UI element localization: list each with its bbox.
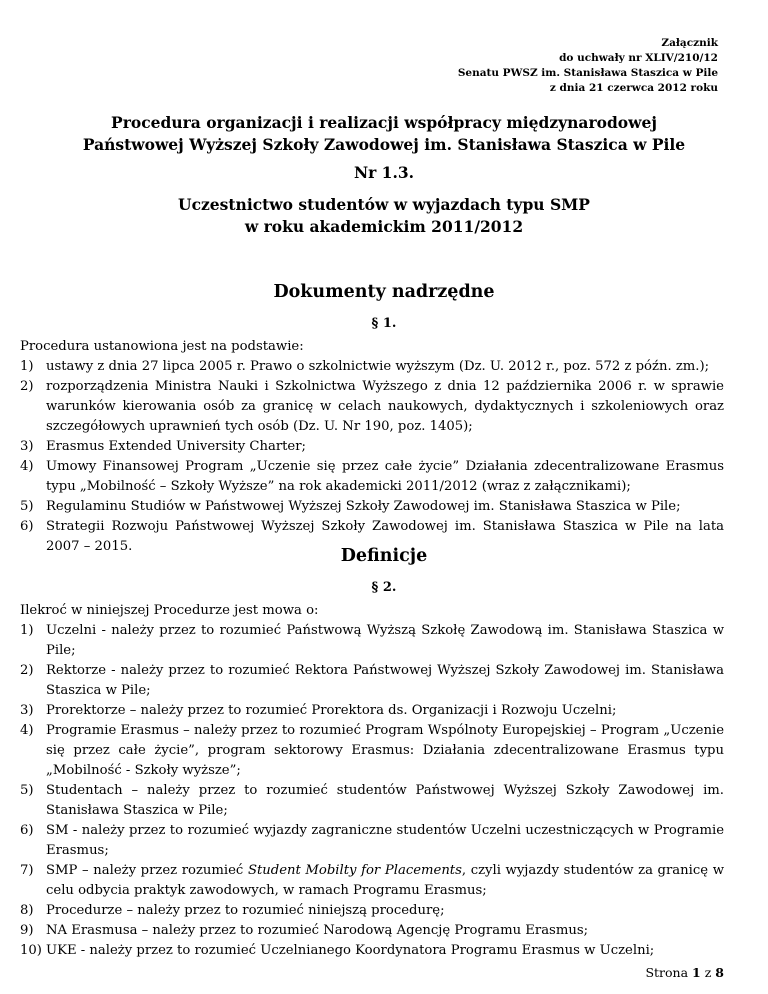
page-number: 1: [692, 965, 701, 980]
list-item: 1) ustawy z dnia 27 lipca 2005 r. Prawo o szkolnictwie wyższym (Dz. U. 2012 r., poz. 572 z późn. zm.);: [20, 359, 710, 374]
page-of: z: [704, 965, 712, 980]
title-line-1: Procedura organizacji i realizacji współpracy międzynarodowej: [111, 113, 657, 132]
page-label: Strona: [645, 965, 689, 980]
page-total: 8: [715, 965, 724, 980]
list-item: 2) Rektorze - należy przez to rozumieć Rektora Państwowej Wyższej Szkoły Zawodowej im. Stanisława Staszica w Pile;: [20, 663, 724, 698]
subtitle-line-1: Uczestnictwo studentów w wyjazdach typu SMP: [178, 195, 590, 214]
section-2-intro: Ilekroć w niniejszej Procedurze jest mowa o:: [20, 603, 319, 618]
section-heading-definitions: Definicje: [340, 546, 428, 566]
section-heading-documents: Dokumenty nadrzędne: [273, 282, 495, 302]
annex-line-2: do uchwały nr XLIV/210/12: [559, 52, 718, 64]
list-item: 3) Erasmus Extended University Charter;: [20, 439, 306, 454]
section-2-list: [20, 621, 724, 961]
list-item: 4) Umowy Finansowej Program „Uczenie się przez całe życie” Działania zdecentralizowane Erasmus typu „Mobilność – Szkoły Wyższe” na rok akademicki 2011/2012 (wraz z załącznikami);: [20, 459, 724, 494]
document-title: [0, 112, 768, 238]
smp-term: Student Mobilty for Placements: [247, 863, 462, 878]
paragraph-mark-1: § 1.: [371, 316, 397, 331]
section-1-body: [20, 337, 724, 557]
annex-header: [458, 36, 718, 96]
title-line-2: Państwowej Wyższej Szkoły Zawodowej im. Stanisława Staszica w Pile: [82, 135, 686, 154]
list-item: 7) SMP – należy przez rozumieć Student Mobilty for Placements, czyli wyjazdy studentów za granicę w celu odbycia praktyk zawodowych, w ramach Programu Erasmus;: [20, 863, 724, 898]
annex-line-1: Załącznik: [661, 37, 718, 49]
list-item: 5) Studentach – należy przez to rozumieć studentów Państwowej Wyższej Szkoły Zawodowej im. Stanisława Staszica w Pile;: [20, 783, 724, 818]
annex-line-3: Senatu PWSZ im. Stanisława Staszica w Pile: [457, 67, 718, 79]
subtitle-line-2: w roku akademickim 2011/2012: [244, 217, 524, 236]
list-item: 1) Uczelni - należy przez to rozumieć Państwową Wyższą Szkołę Zawodową im. Stanisława Staszica w Pile;: [20, 623, 724, 658]
list-item: 4) Programie Erasmus – należy przez to rozumieć Program Wspólnoty Europejskiej – Program „Uczenie się przez całe życie”, program sektorowy Erasmus: Działania zdecentralizowane Erasmus typu „Mobilność - Szkoły wyższe”;: [20, 723, 724, 778]
list-item: 9) NA Erasmusa – należy przez to rozumieć Narodową Agencję Programu Erasmus;: [20, 923, 589, 938]
section-2-body: [20, 601, 724, 961]
procedure-number: Nr 1.3.: [353, 163, 415, 182]
list-item: 2) rozporządzenia Ministra Nauki i Szkolnictwa Wyższego z dnia 12 października 2006 r. w sprawie warunków kierowania osób za granicę w celach naukowych, dydaktycznych i szkoleniowych oraz szczegółowych uprawnień tych osób (Dz. U. Nr 190, poz. 1405);: [20, 379, 724, 434]
list-item: 5) Regulaminu Studiów w Państwowej Wyższej Szkoły Zawodowej im. Stanisława Staszica w Pile;: [20, 499, 681, 514]
list-item: 6) Strategii Rozwoju Państwowej Wyższej Szkoły Zawodowej im. Stanisława Staszica w Pile na lata 2007 – 2015.: [20, 519, 724, 554]
paragraph-mark-2: § 2.: [371, 580, 397, 595]
list-item: 8) Procedurze – należy przez to rozumieć niniejszą procedurę;: [20, 903, 445, 918]
list-item: 6) SM - należy przez to rozumieć wyjazdy zagraniczne studentów Uczelni uczestniczących w Programie Erasmus;: [20, 823, 724, 858]
list-item: 3) Prorektorze – należy przez to rozumieć Prorektora ds. Organizacji i Rozwoju Uczelni;: [20, 703, 617, 718]
annex-line-4: z dnia 21 czerwca 2012 roku: [549, 82, 718, 94]
section-1-list: [20, 357, 724, 557]
section-1-intro: Procedura ustanowiona jest na podstawie:: [20, 339, 304, 354]
page-footer: [645, 965, 724, 980]
list-item: 10) UKE - należy przez to rozumieć Uczelnianego Koordynatora Programu Erasmus w Uczelni;: [20, 943, 655, 958]
